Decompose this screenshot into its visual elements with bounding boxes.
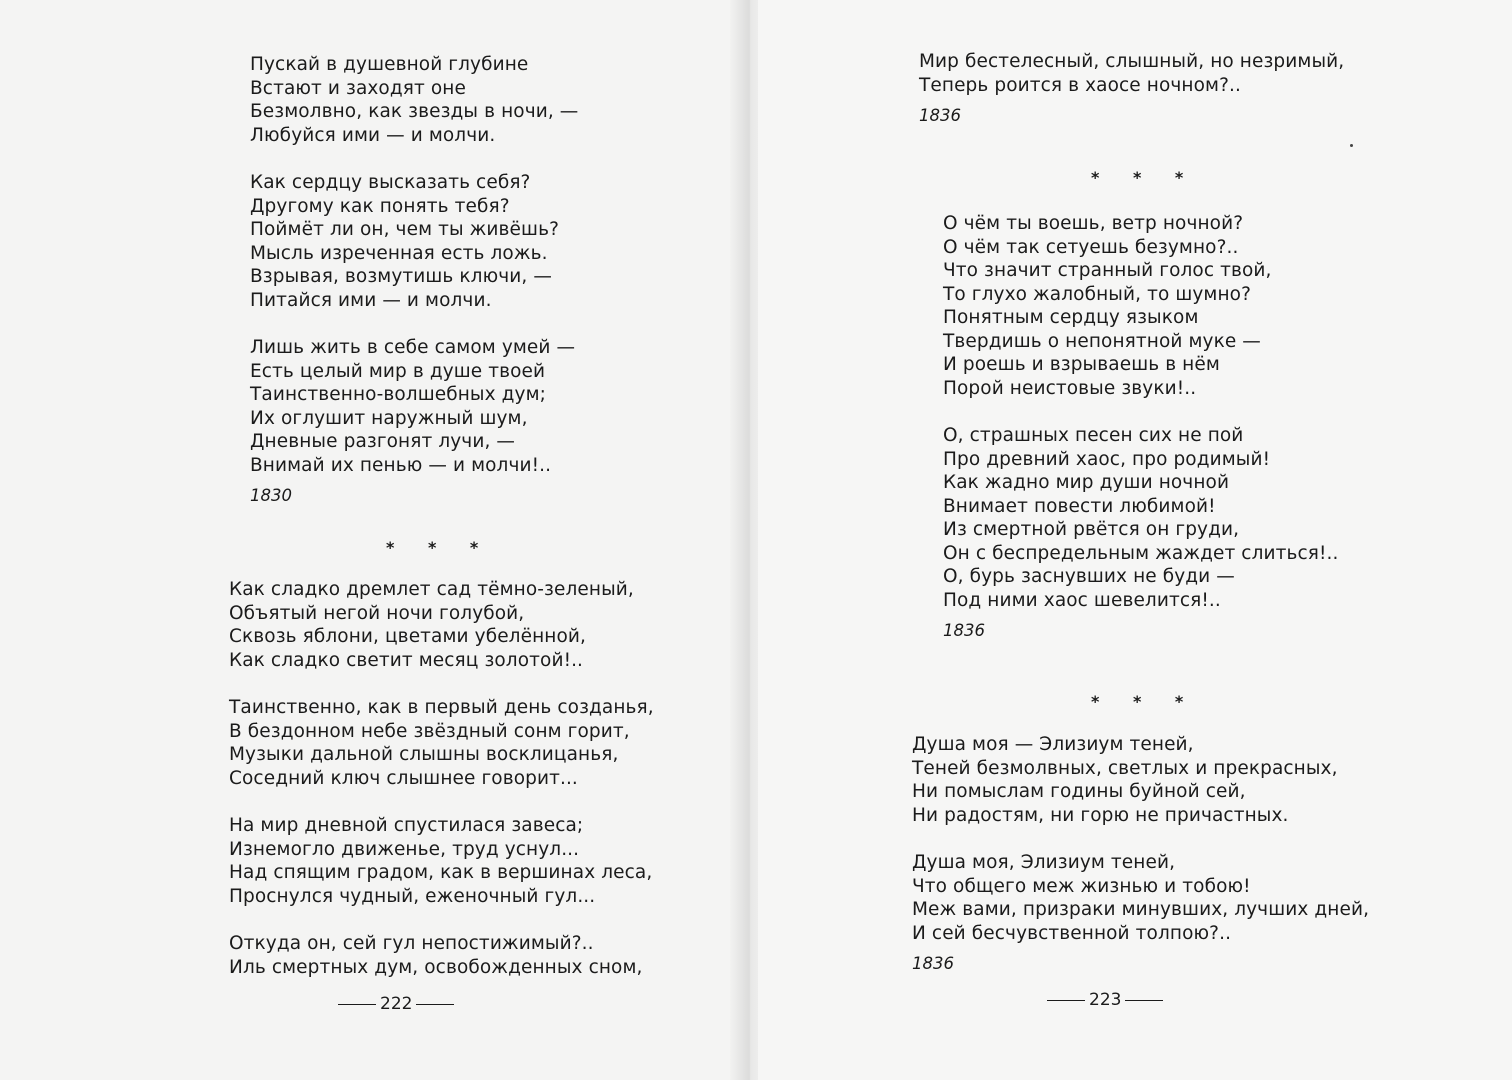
verse-line: Мысль изреченная есть ложь.	[250, 242, 548, 264]
verse-line: Твердишь о непонятной муке —	[943, 330, 1261, 352]
verse-line: Изнемогло движенье, труд уснул...	[229, 838, 580, 860]
stanza	[229, 932, 654, 979]
verse-line: Душа моя, Элизиум теней,	[912, 852, 1176, 873]
verse-line: О чём так сетуешь безумно?..	[943, 236, 1239, 258]
verse-line: Таинственно, как в первый день созданья,	[229, 697, 654, 718]
poem-2	[229, 578, 654, 979]
poem-3	[943, 212, 1339, 640]
verse-line: Как жадно мир души ночной	[943, 472, 1230, 493]
verse-line: Объятый негой ночи голубой,	[229, 602, 525, 624]
poem-1	[250, 53, 578, 505]
speck-mark	[1350, 144, 1353, 147]
verse-line: На мир дневной спустилася завеса;	[229, 815, 584, 836]
stanza	[912, 733, 1369, 827]
verse-line: О, страшных песен сих не пой	[943, 425, 1244, 446]
verse-line: Он с беспредельным жаждет слиться!..	[943, 542, 1339, 564]
verse-line: Музыки дальной слышны восклицанья,	[229, 744, 619, 765]
verse-line: Дневные разгонят лучи, —	[250, 431, 516, 452]
verse-line: Внимай их пенью — и молчи!..	[250, 454, 552, 476]
verse-line: Сквозь яблони, цветами убелённой,	[229, 626, 587, 647]
verse-line: Про древний хаос, про родимый!	[943, 448, 1271, 470]
verse-line: Взрывая, возмутишь ключи, —	[250, 266, 552, 287]
verse-line: Понятным сердцу языком	[943, 307, 1199, 328]
stanza	[943, 212, 1339, 400]
verse-line: Внимает повести любимой!	[943, 495, 1216, 517]
page-number-text: 223	[1089, 990, 1122, 1010]
verse-line: Над спящим градом, как в вершинах леса,	[229, 862, 653, 883]
verse-line: Как сладко дремлет сад тёмно-зеленый,	[229, 579, 634, 600]
verse-line: Порой неистовые звуки!..	[943, 377, 1197, 399]
poem-date: 1836	[912, 954, 954, 973]
section-separator: * * *	[386, 538, 493, 557]
stanza	[229, 696, 654, 790]
poem-date: 1830	[250, 486, 292, 505]
page-number-text: 222	[380, 994, 413, 1014]
verse-line: Под ними хаос шевелится!..	[943, 589, 1221, 611]
poem-2-continued	[919, 50, 1344, 125]
stanza	[229, 814, 654, 908]
verse-line: Теперь роится в хаосе ночном?..	[919, 74, 1241, 96]
verse-line: Другому как понять тебя?	[250, 195, 510, 217]
verse-line: И роешь и взрываешь в нём	[943, 354, 1220, 375]
verse-line: О, бурь заснувших не буди —	[943, 566, 1235, 587]
verse-line: Проснулся чудный, еженочный гул...	[229, 885, 596, 907]
verse-line: Есть целый мир в душе твоей	[250, 360, 546, 382]
verse-line: Соседний ключ слышнее говорит...	[229, 767, 578, 789]
stanza	[250, 53, 578, 147]
section-separator: * * *	[1091, 168, 1198, 187]
verse-line: Как сладко светит месяц золотой!..	[229, 649, 584, 671]
verse-line: Питайся ими — и молчи.	[250, 289, 492, 311]
verse-line: Любуйся ими — и молчи.	[250, 124, 496, 146]
verse-line: Душа моя — Элизиум теней,	[912, 734, 1194, 755]
verse-line: Меж вами, призраки минувших, лучших дней,	[912, 899, 1370, 920]
verse-line: О чём ты воешь, ветр ночной?	[943, 213, 1244, 234]
stanza	[250, 336, 578, 477]
right-page	[758, 0, 1512, 1080]
verse-line: Поймёт ли он, чем ты живёшь?	[250, 219, 559, 240]
verse-line: Ни радостям, ни горю не причастных.	[912, 804, 1289, 826]
stanza	[250, 171, 578, 312]
verse-line: Встают и заходят оне	[250, 77, 466, 99]
verse-line: Пускай в душевной глубине	[250, 54, 529, 75]
page-number	[1047, 990, 1163, 1010]
verse-line: В бездонном небе звёздный сонм горит,	[229, 720, 630, 742]
verse-line: Таинственно-волшебных дум;	[250, 384, 546, 405]
verse-line: То глухо жалобный, то шумно?	[943, 283, 1252, 305]
stanza	[229, 578, 654, 672]
verse-line: Иль смертных дум, освобожденных сном,	[229, 956, 643, 978]
poem-4	[912, 733, 1369, 973]
stanza	[943, 424, 1339, 612]
left-page	[0, 0, 742, 1080]
verse-line: Лишь жить в себе самом умей —	[250, 337, 576, 358]
poem-date: 1836	[919, 106, 961, 125]
verse-line: Как сердцу высказать себя?	[250, 172, 531, 193]
poem-date: 1836	[943, 621, 985, 640]
verse-line: И сей бесчувственной толпою?..	[912, 922, 1232, 944]
stanza	[912, 851, 1369, 945]
verse-line: Безмолвно, как звезды в ночи, —	[250, 101, 579, 122]
verse-line: Мир бестелесный, слышный, но незримый,	[919, 51, 1345, 72]
verse-line: Теней безмолвных, светлых и прекрасных,	[912, 757, 1338, 779]
section-separator: * * *	[1091, 692, 1198, 711]
verse-line: Что значит странный голос твой,	[943, 260, 1272, 281]
verse-line: Ни помыслам годины буйной сей,	[912, 781, 1246, 802]
page-number	[338, 994, 454, 1014]
verse-line: Их оглушит наружный шум,	[250, 407, 528, 429]
verse-line: Что общего меж жизнью и тобою!	[912, 875, 1251, 897]
verse-line: Откуда он, сей гул непостижимый?..	[229, 933, 594, 954]
verse-line: Из смертной рвётся он груди,	[943, 519, 1240, 540]
